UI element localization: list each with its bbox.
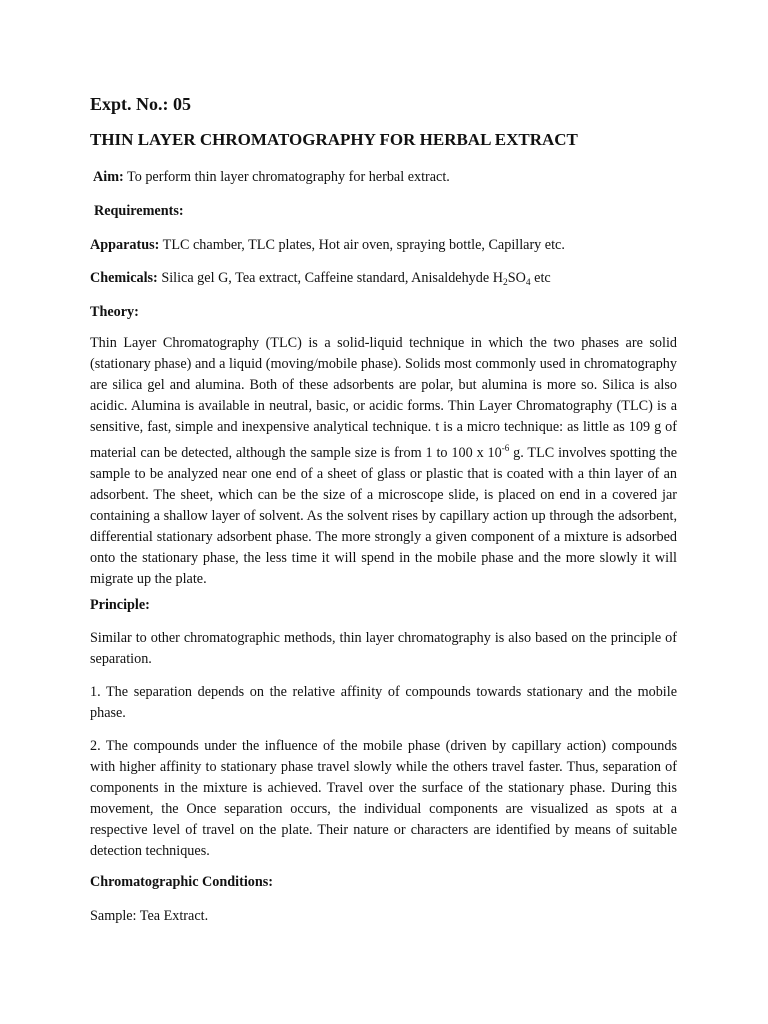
requirements-label: Requirements: [94,203,184,219]
experiment-number: Expt. No.: 05 [90,94,192,114]
theory-text-1: Thin Layer Chromatography (TLC) is a solid-liquid technique in which the two phases are solid (stationary phase) and a liquid (moving/mobile phase). Solids most commonly used in chromatography are silica gel and alumina. Both of these adsorbents are polar, but alumina is more so. Silica is also acidic. Alumina is available in neutral, basic, or acidic forms. Thin Layer Chromatography (TLC) is a sensitive, fast, simple and inexpensive analytical technique. t is a micro technique: as little as 109 g of material can be detected, although the sample size is from 1 to 100 x 10 [90,335,677,461]
principle-intro: Similar to other chromatographic methods, thin layer chromatography is also based on the principle of separation. [90,630,677,667]
aim-line [93,167,680,188]
chemicals-text-3: etc [530,270,551,286]
theory-heading [90,302,677,323]
apparatus-label: Apparatus: [90,237,160,253]
requirements-heading [94,201,681,222]
chemicals-subscript-1: 2 [502,278,508,288]
principle-point-2: 2. The compounds under the influence of the mobile phase (driven by capillary action) compounds with higher affinity to stationary phase travel slowly while the others travel faster. Thus, separation of components in the mixture is achieved. Travel over the surface of the stationary phase. During this movement, the Once separation occurs, the individual components are visualized as spots at a respective level of travel on the plate. Their nature or characters are identified by means of suitable detection techniques. [90,738,677,859]
apparatus-line [90,235,677,256]
chemicals-subscript-2: 4 [525,278,531,288]
principle-point-1: 1. The separation depends on the relative affinity of compounds towards stationary and the mobile phase. [90,684,677,721]
chemicals-text-1: Silica gel G, Tea extract, Caffeine standard, Anisaldehyde H [157,270,503,286]
chemicals-text-2: SO [507,270,526,286]
theory-text-2: g. TLC involves spotting the sample to be analyzed near one end of a sheet of glass or plastic that is coated with a thin layer of an adsorbent. The sheet, which can be the size of a microscope slide, is placed on end in a covered jar containing a shallow layer of solvent. As the solvent rises by capillary action up through the adsorbent, differential stationary adsorbent phase. The more strongly a given component of a mixture is adsorbed onto the stationary phase, the less time it will spend in the mobile phase and the more slowly it will migrate up the plate. [90,445,677,587]
chemicals-line [90,268,677,294]
theory-paragraph [90,333,677,590]
aim-text: To perform thin layer chromatography for herbal extract. [123,169,450,185]
apparatus-text: TLC chamber, TLC plates, Hot air oven, spraying bottle, Capillary etc. [159,237,565,253]
conditions-label: Chromatographic Conditions: [90,874,274,890]
principle-heading [90,595,677,616]
chemicals-label: Chemicals: [90,270,158,286]
theory-label: Theory: [90,304,139,320]
principle-label: Principle: [90,597,150,613]
sample-line: Sample: Tea Extract. [90,908,209,924]
theory-superscript: -6 [501,443,510,453]
experiment-title: THIN LAYER CHROMATOGRAPHY FOR HERBAL EXTRACT [90,130,578,149]
conditions-heading [90,872,677,893]
aim-label: Aim: [93,169,124,185]
